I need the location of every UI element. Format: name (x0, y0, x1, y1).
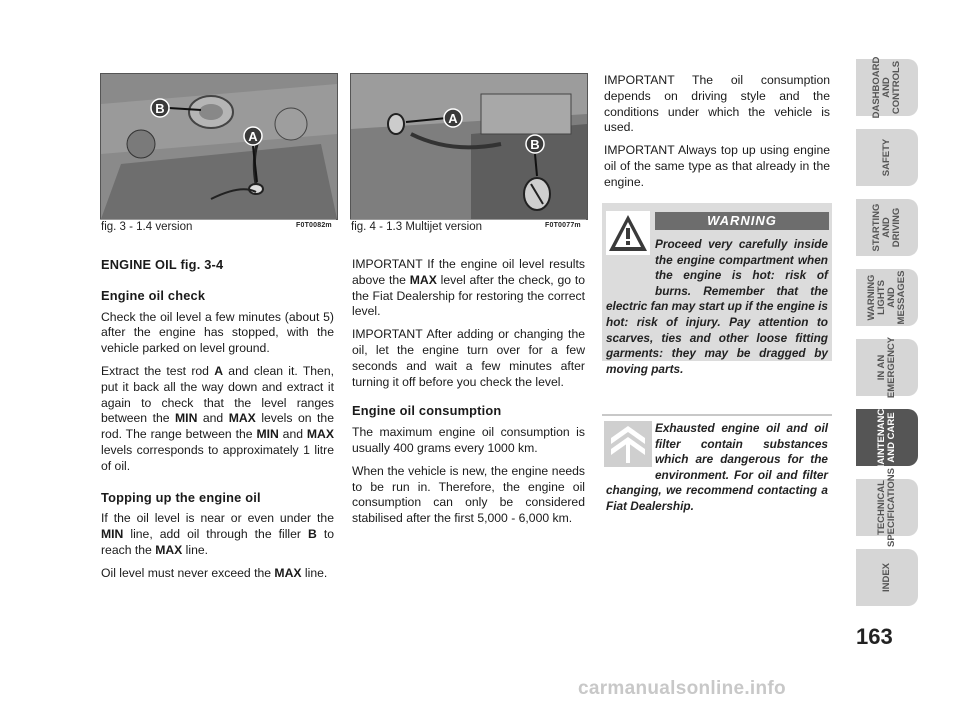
tab-label (856, 129, 918, 186)
tab-maintenance-and-care[interactable] (856, 402, 918, 473)
tab-line: AND DRIVING (881, 207, 902, 248)
environment-text (606, 421, 828, 515)
tab-line: STARTING (871, 203, 882, 252)
text: IMPORTANT If the engine oil level results above the (352, 257, 585, 287)
tab-line: SAFETY (881, 138, 892, 177)
min-label: MIN (101, 527, 124, 542)
paragraph-topping-1 (101, 511, 334, 558)
max-label: MAX (274, 565, 302, 580)
tab-line: WARNING (866, 274, 877, 321)
text: Extract the test rod (101, 363, 215, 378)
text: and (197, 411, 229, 426)
text: line, add oil through the filler (123, 527, 308, 542)
tab-starting-and-driving[interactable] (856, 199, 918, 256)
tab-line: TECHNICAL (876, 480, 887, 535)
watermark: carmanualsonline.info (578, 678, 786, 699)
fig3-caption: fig. 3 - 1.4 version (101, 221, 193, 233)
tab-dashboard-and-controls[interactable] (856, 56, 918, 119)
text: If the oil level is near or even under the (101, 511, 334, 526)
tab-line: IN AN (876, 354, 887, 381)
tab-index[interactable] (856, 549, 918, 606)
warning-text (606, 237, 828, 377)
fig4-caption-rule (350, 219, 586, 220)
paragraph-topping-2 (101, 566, 334, 582)
warning-label: WARNING (655, 212, 829, 230)
engine-bay-multijet-illustration (351, 74, 587, 219)
engine-bay-1-4-illustration (101, 74, 337, 219)
fig4-label-b: B (530, 137, 540, 152)
tab-line: EMERGENCY (886, 336, 897, 399)
fig3-code: F0T0082m (296, 222, 332, 229)
text: line. (182, 542, 209, 557)
tab-label (856, 269, 918, 326)
max-label: MAX (155, 542, 183, 557)
text: line. (301, 565, 328, 580)
paragraph-important-2: IMPORTANT After adding or changing the oil, let the engine turn over for a few seconds and wait a few minutes after turning it off before you check the level. (352, 327, 585, 389)
tab-label (856, 199, 918, 256)
tab-line: DASHBOARD (871, 56, 882, 119)
tab-label (856, 468, 918, 547)
figure-4-photo (350, 73, 588, 220)
text: and clean it. Then, put it back all the way down and extract it again to check that the level ranges between the (101, 363, 334, 426)
tab-line: AND CONTROLS (881, 60, 902, 115)
column-1 (101, 257, 334, 589)
min-label: MIN (175, 411, 198, 426)
rod-label: A (214, 363, 224, 378)
max-label: MAX (409, 272, 437, 287)
min-label: MIN (256, 427, 279, 442)
text: levels on the rod. The range between the (101, 411, 334, 442)
fig3-caption-rule (100, 219, 336, 220)
subheading-engine-oil-check: Engine oil check (101, 287, 206, 303)
column-3 (604, 73, 830, 198)
tab-line: MESSAGES (896, 270, 907, 325)
tab-line: INDEX (881, 562, 892, 593)
paragraph-consumption-1: The maximum engine oil consumption is usually 400 grams every 1000 km. (352, 425, 585, 455)
filler-label: B (308, 527, 317, 542)
tab-label (856, 402, 918, 473)
text: to reach the (101, 527, 334, 557)
tab-line: AND CARE (886, 412, 897, 463)
text: Proceed very carefully inside the engine compartment when the engine is hot: risk of burns. Remember that the electric fan may start up if the engine is hot: risk of injury. Pay attention to scarves, ties and other loose fitting garments: they may be dragged by moving parts. (606, 237, 828, 376)
paragraph-important-4: IMPORTANT Always top up using engine oil of the same type as that already in the engine. (604, 143, 830, 189)
tab-warning-lights[interactable] (856, 269, 918, 326)
paragraph-important-3: IMPORTANT The oil consumption depends on driving style and the conditions under which the vehicle is used. (604, 73, 830, 135)
fig4-code: F0T0077m (545, 222, 581, 229)
tab-line: MAINTENANCE (876, 402, 887, 473)
fig4-label-a: A (448, 111, 458, 126)
fig3-label-a: A (248, 129, 258, 144)
text: and (278, 427, 307, 442)
paragraph-check-2 (101, 364, 334, 475)
tab-safety[interactable] (856, 129, 918, 186)
max-label: MAX (306, 427, 334, 442)
tab-in-an-emergency[interactable] (856, 336, 918, 399)
column-2 (352, 257, 585, 534)
tab-line: SPECIFICATIONS (886, 468, 897, 547)
max-label: MAX (228, 411, 256, 426)
paragraph-important-1 (352, 257, 585, 320)
environment-rule (602, 414, 832, 416)
fig4-caption: fig. 4 - 1.3 Multijet version (351, 221, 483, 233)
figure-3-photo (100, 73, 338, 220)
text: levels corresponds to approximately 1 litre of oil. (101, 442, 334, 473)
fig3-label-b: B (155, 101, 165, 116)
page-number: 163 (856, 624, 893, 649)
text: level after the check, go to the Fiat Dealership for restoring the correct level. (352, 272, 586, 319)
tab-technical-specifications[interactable] (856, 468, 918, 547)
tab-label (856, 336, 918, 399)
tab-label (856, 549, 918, 606)
paragraph-check-1: Check the oil level a few minutes (about 5) after the engine has stopped, with the vehicle parked on level ground. (101, 309, 334, 356)
text: Exhausted engine oil and oil filter contain substances which are dangerous for the environment. For oil and filter changing, we recommend contacting a Fiat Dealership. (606, 421, 828, 513)
text: Oil level must never exceed the (101, 565, 275, 580)
tab-label (856, 56, 918, 119)
paragraph-consumption-2: When the vehicle is new, the engine needs to be run in. Therefore, the engine oil consumption can only be considered stabilised after the first 5,000 - 6,000 km. (352, 463, 585, 526)
section-heading-engine-oil: ENGINE OIL fig. 3-4 (101, 257, 224, 272)
subheading-oil-consumption: Engine oil consumption (352, 403, 502, 419)
icon-spacer (606, 421, 655, 469)
subheading-topping-up: Topping up the engine oil (101, 489, 261, 505)
icon-spacer (606, 237, 655, 285)
tab-line: LIGHTS AND (876, 280, 897, 315)
